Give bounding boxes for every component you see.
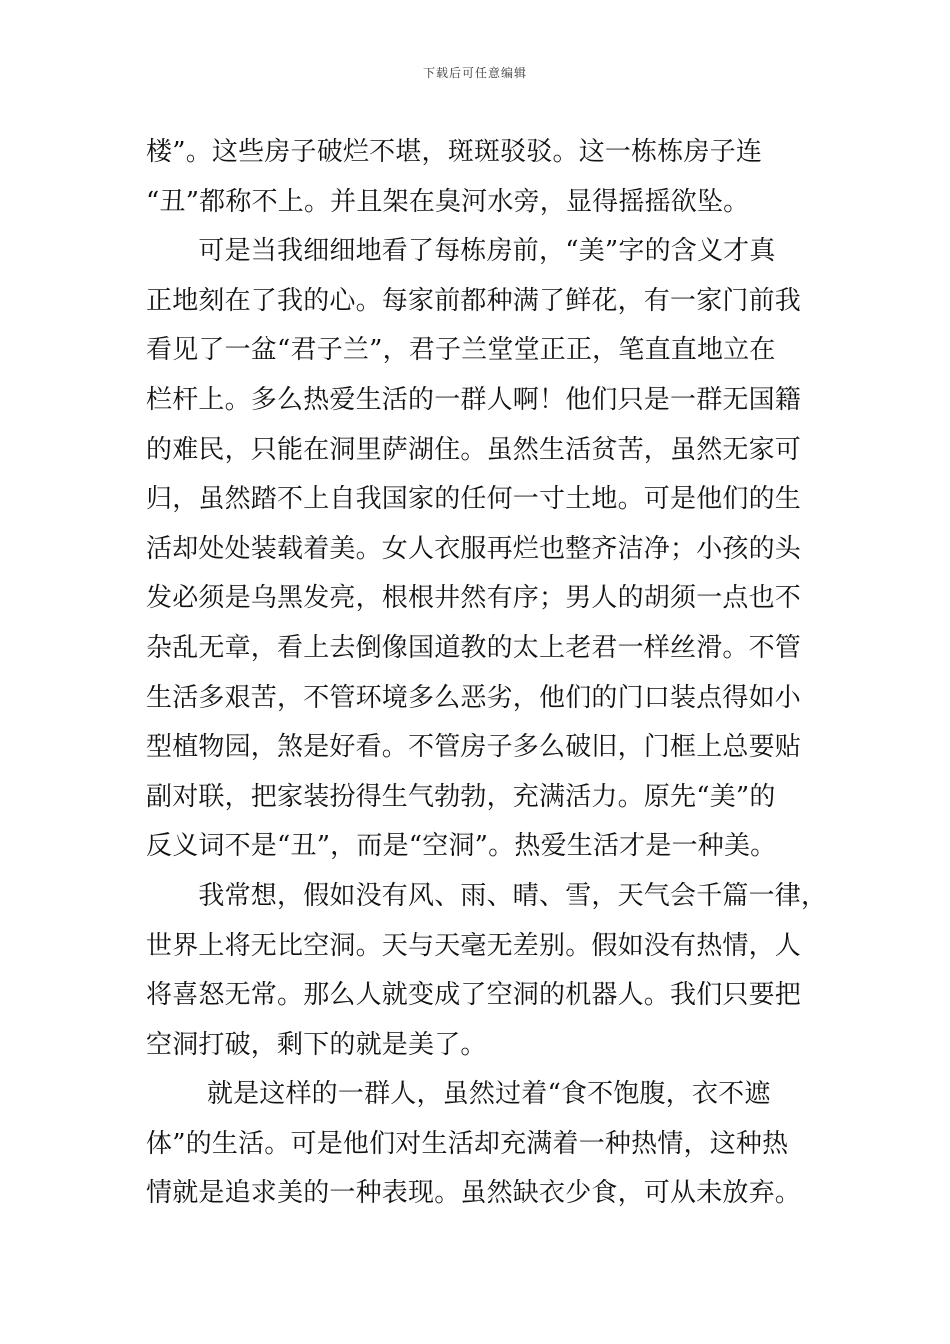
text-line: 发必须是乌黑发亮，根根井然有序；男人的胡须一点也不 bbox=[146, 583, 802, 614]
text-line: 空洞打破，剩下的就是美了。 bbox=[146, 1029, 487, 1060]
text-line: 生活多艰苦，不管环境多么恶劣，他们的门口装点得如小 bbox=[146, 682, 802, 713]
page-header: 下载后可任意编辑 bbox=[422, 66, 527, 80]
text-line: 我常想，假如没有风、雨、晴、雪，天气会千篇一律， bbox=[146, 880, 828, 911]
text-line: 归，虽然踏不上自我国家的任何一寸土地。可是他们的生 bbox=[146, 484, 802, 515]
text-line: 型植物园，煞是好看。不管房子多么破旧，门框上总要贴 bbox=[146, 732, 802, 763]
text-line: 杂乱无章，看上去倒像国道教的太上老君一样丝滑。不管 bbox=[146, 632, 802, 663]
text-line: 栏杆上。多么热爱生活的一群人啊！他们只是一群无国籍 bbox=[146, 384, 802, 415]
text-line: 正地刻在了我的心。每家前都种满了鲜花，有一家门前我 bbox=[146, 285, 802, 316]
text-line: 可是当我细细地看了每栋房前，“美”字的含义才真 bbox=[146, 236, 776, 267]
text-line: “丑”都称不上。并且架在臭河水旁，显得摇摇欲坠。 bbox=[146, 186, 750, 217]
text-line: 体”的生活。可是他们对生活却充满着一种热情，这种热 bbox=[146, 1128, 789, 1159]
text-line: 的难民，只能在洞里萨湖住。虽然生活贫苦，虽然无家可 bbox=[146, 434, 802, 465]
text-line: 世界上将无比空洞。天与天毫无差别。假如没有热情，人 bbox=[146, 930, 802, 961]
text-line: 副对联，把家装扮得生气勃勃，充满活力。原先“美”的 bbox=[146, 781, 776, 812]
text-line: 反义词不是“丑”，而是“空洞”。热爱生活才是一种美。 bbox=[146, 831, 777, 862]
document-body bbox=[146, 128, 828, 1219]
text-line: 将喜怒无常。那么人就变成了空洞的机器人。我们只要把 bbox=[146, 980, 802, 1011]
text-line: 楼”。这些房子破烂不堪，斑斑驳驳。这一栋栋房子连 bbox=[146, 137, 763, 167]
text-line: 看见了一盆“君子兰”，君子兰堂堂正正，笔直直地立在 bbox=[146, 335, 776, 366]
text-line: 就是这样的一群人，虽然过着“食不饱腹，衣不遮 bbox=[146, 1079, 771, 1110]
text-line: 活却处处装载着美。女人衣服再烂也整齐洁净；小孩的头 bbox=[146, 533, 802, 564]
text-line: 情就是追求美的一种表现。虽然缺衣少食，可从未放弃。 bbox=[146, 1178, 802, 1209]
